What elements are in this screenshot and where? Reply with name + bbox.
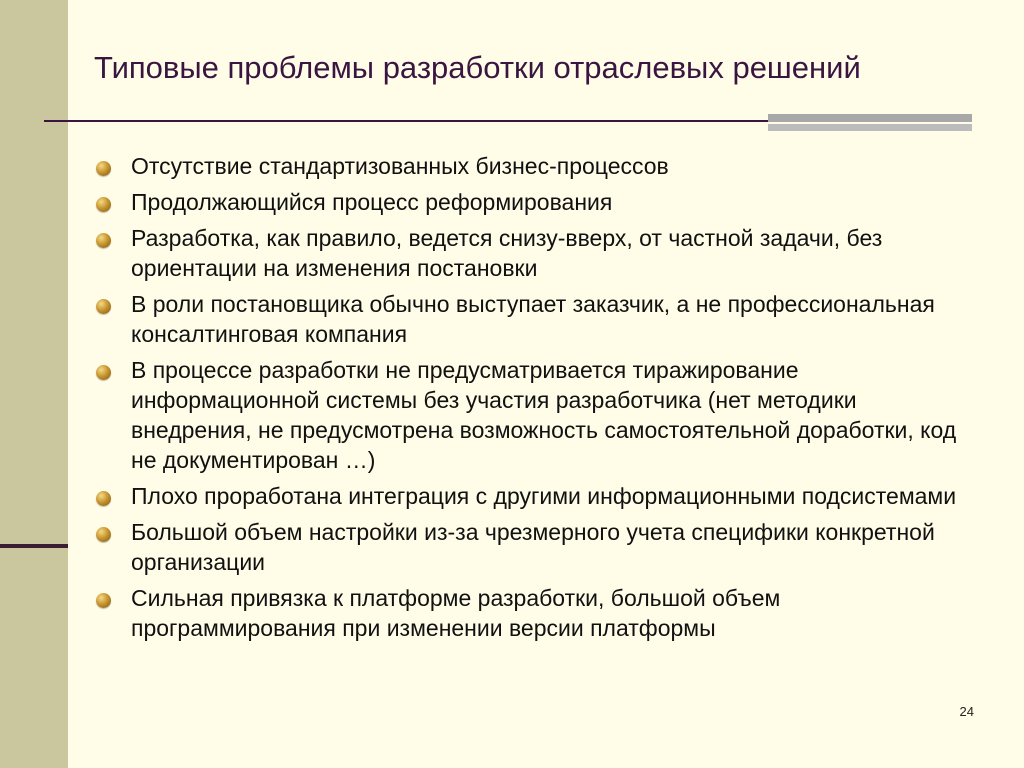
bullet-item — [94, 187, 974, 217]
bullet-item — [94, 583, 974, 643]
bullet-text: Плохо проработана интеграция с другими информационными подсистемами — [131, 483, 957, 509]
slide-title: Типовые проблемы разработки отраслевых решений — [94, 50, 861, 85]
accent-bar-bottom — [768, 124, 972, 131]
page-number: 24 — [959, 704, 974, 719]
gold-sphere-bullet-icon — [96, 161, 111, 176]
bullet-text: В роли постановщика обычно выступает заказчик, а не профессиональная консалтинговая компания — [131, 291, 935, 347]
bullet-text: В процессе разработки не предусматривается тиражирование информационной системы без участия разработчика (нет методики внедрения, не предусмотрена возможность самостоятельной доработки, код не документирован …) — [131, 357, 957, 473]
gold-sphere-bullet-icon — [96, 233, 111, 248]
bullet-item — [94, 481, 974, 511]
gold-sphere-bullet-icon — [96, 527, 111, 542]
bullet-text: Продолжающийся процесс реформирования — [131, 189, 613, 215]
bullet-item — [94, 289, 974, 349]
accent-bar-top — [768, 114, 972, 122]
gold-sphere-bullet-icon — [96, 197, 111, 212]
title-accent-bar — [768, 114, 972, 132]
gold-sphere-bullet-icon — [96, 593, 111, 608]
bullet-text: Отсутствие стандартизованных бизнес-процессов — [131, 153, 669, 179]
bullet-item — [94, 517, 974, 577]
left-decorative-band — [0, 0, 68, 768]
bullet-item — [94, 355, 974, 475]
bullet-text: Сильная привязка к платформе разработки, большой объем программирования при изменении версии платформы — [131, 585, 781, 641]
bullet-list — [94, 151, 974, 649]
bullet-item — [94, 223, 974, 283]
bullet-text: Большой объем настройки из-за чрезмерного учета специфики конкретной организации — [131, 519, 935, 575]
gold-sphere-bullet-icon — [96, 365, 111, 380]
left-band-divider — [0, 544, 68, 548]
bullet-text: Разработка, как правило, ведется снизу-вверх, от частной задачи, без ориентации на изменения постановки — [131, 225, 883, 281]
bullet-item — [94, 151, 974, 181]
gold-sphere-bullet-icon — [96, 491, 111, 506]
gold-sphere-bullet-icon — [96, 299, 111, 314]
